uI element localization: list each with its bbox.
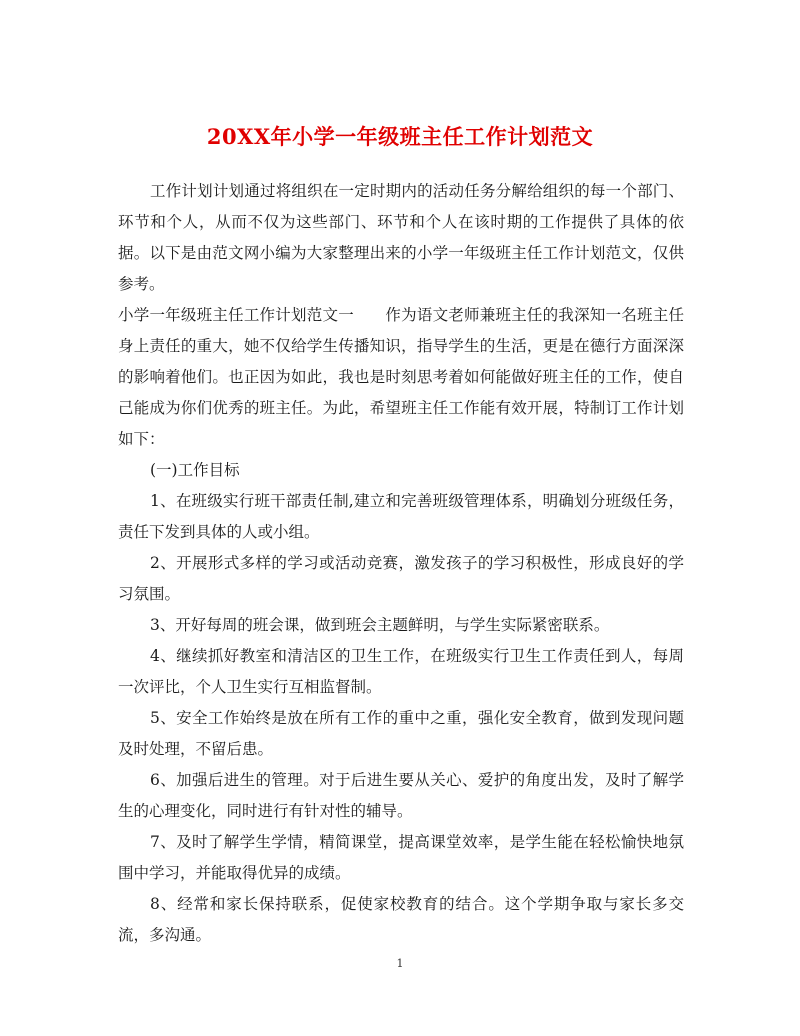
intro-paragraph: 工作计划计划通过将组织在一定时期内的活动任务分解给组织的每一个部门、环节和个人，从而不仅为这些部门、环节和个人在该时期的工作提供了具体的依据。以下是由范文网小编为大家整理出来的小学一年级班主任工作计划范文，仅供参考。 [118,182,684,293]
goal-item-6: 6、加强后进生的管理。对于后进生要从关心、爱护的角度出发，及时了解学生的心理变化，同时进行有针对性的辅导。 [118,771,684,820]
document-body [118,176,684,951]
goal-item-2: 2、开展形式多样的学习或活动竞赛，激发孩子的学习积极性，形成良好的学习氛围。 [118,554,684,603]
section-intro-paragraph: 小学一年级班主任工作计划范文一 作为语文老师兼班主任的我深知一名班主任身上责任的重大，她不仅给学生传播知识，指导学生的生活，更是在德行方面深深的影响着他们。也正因为如此，我也是时刻思考着如何能做好班主任的工作，使自己能成为你们优秀的班主任。为此，希望班主任工作能有效开展，特制订工作计划如下： [118,306,684,448]
goal-item-3: 3、开好每周的班会课，做到班会主题鲜明，与学生实际紧密联系。 [150,616,610,634]
document-title: 20XX年小学一年级班主任工作计划范文 [206,124,594,150]
goal-item-7: 7、及时了解学生学情，精简课堂，提高课堂效率，是学生能在轻松愉快地氛围中学习，并能取得优异的成绩。 [118,833,684,882]
goal-item-8: 8、经常和家长保持联系，促使家校教育的结合。这个学期争取与家长多交流，多沟通。 [118,895,684,944]
section-heading: (一)工作目标 [150,461,240,479]
page-number: 1 [396,957,404,970]
goal-item-1: 1、在班级实行班干部责任制,建立和完善班级管理体系，明确划分班级任务，责任下发到具体的人或小组。 [118,492,684,541]
goal-item-4: 4、继续抓好教室和清洁区的卫生工作，在班级实行卫生工作责任到人，每周一次评比，个人卫生实行互相监督制。 [118,647,684,696]
goal-item-5: 5、安全工作始终是放在所有工作的重中之重，强化安全教育，做到发现问题及时处理，不留后患。 [118,709,684,758]
